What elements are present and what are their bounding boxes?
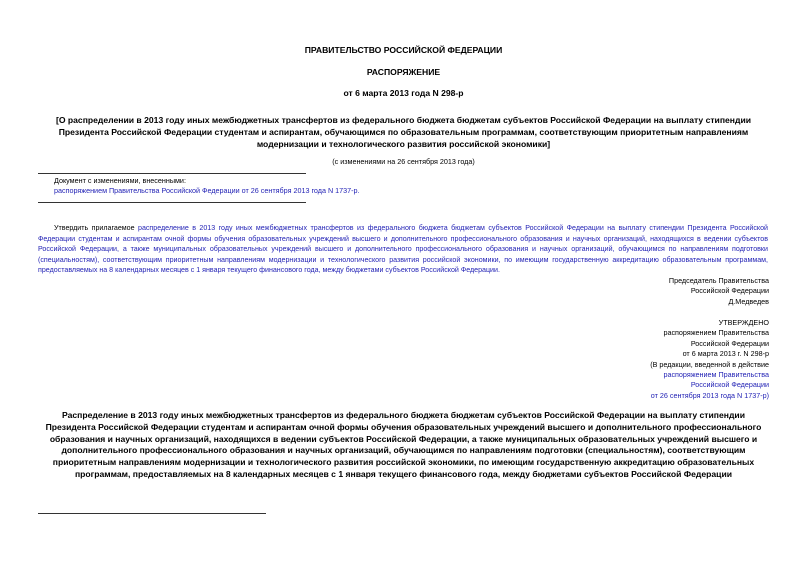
approval-link-country[interactable]: Российской Федерации <box>690 380 769 390</box>
approval-line-order: распоряжением Правительства <box>663 328 769 338</box>
approval-line-date: от 6 марта 2013 г. N 298-р <box>682 349 769 359</box>
changes-box-bottom-divider <box>38 202 306 203</box>
signature-block <box>669 276 769 307</box>
approval-link-date[interactable]: от 26 сентября 2013 года N 1737-р) <box>650 390 769 400</box>
distribution-link[interactable]: распределение в 2013 году иных межбюджетных трансфертов из федерального бюджета бюджетам субъектов Российской Федерации на выплату стипендии Президента Российской Федерации студентам и аспирантам очной формы обучения образовательных учреждений высшего и дополнительного профессионального образования и научных организаций, находящихся в ведении субъектов Российской Федерации, а также муниципальных образовательных учреждений высшего и дополнительного профессионального образования и научных организаций, обучающимся по направлениям подготовки (специальностям), соответствующим приоритетным направлениям модернизации и технологического развития российской экономики, по имеющим государственную аккредитацию образовательным программам, предоставляемых на 8 календарных месяцев с 1 января текущего финансового года, между бюджетами субъектов Российской Федерации. <box>38 224 768 274</box>
approval-line-country: Российской Федерации <box>690 338 769 348</box>
signature-org: Российской Федерации <box>690 286 769 296</box>
changes-box-link[interactable]: распоряжением Правительства Российской Федерации от 26 сентября 2013 года N 1737-р. <box>54 186 360 195</box>
signature-title: Председатель Правительства <box>668 276 769 285</box>
document-title: [О распределении в 2013 году иных межбюджетных трансфертов из федерального бюджета бюджетам субъектов Российской Федерации на выплату стипендии Президента Российской Федерации студентам и аспирантам, обучающимся по образовательным программам, соответствующим приоритетным направлениям модернизации и технологического развития российской экономики] <box>55 115 752 149</box>
footnote-divider <box>38 513 266 514</box>
body-lead-text: Утвердить прилагаемое <box>54 224 138 232</box>
amendments-note: (с изменениями на 26 сентября 2013 года) <box>332 157 475 166</box>
approval-line-edition: (В редакции, введенной в действие <box>650 359 769 369</box>
approval-block <box>650 318 769 401</box>
body-paragraph <box>38 223 768 276</box>
distribution-section-title: Распределение в 2013 году иных межбюджетных трансфертов из федерального бюджета бюджетам субъектов Российской Федерации на выплату стипендии Президента Российской Федерации студентам и аспирантам очной формы обучения образовательных учреждений высшего и дополнительного профессионального образования и научных организаций, находящихся в ведении субъектов Российской Федерации, а также муниципальных образовательных учреждений высшего и дополнительного профессионального образования и научных организаций, обучающимся по направлениям подготовки (специальностям), соответствующим приоритетным направлениям модернизации и технологического развития российской экономики, по имеющим государственную аккредитацию образовательных программам, предоставляемых на 8 календарных месяцев с 1 января текущего финансового года, между бюджетами субъектов Российской Федерации <box>45 410 762 479</box>
changes-box-top-divider <box>38 173 306 174</box>
changes-box-label: Документ с изменениями, внесенными: <box>54 176 186 185</box>
signature-name: Д.Медведев <box>728 296 769 306</box>
government-heading: ПРАВИТЕЛЬСТВО РОССИЙСКОЙ ФЕДЕРАЦИИ <box>304 45 503 55</box>
document-date-number: от 6 марта 2013 года N 298-р <box>343 88 464 98</box>
approval-link-order[interactable]: распоряжением Правительства <box>663 370 769 380</box>
document-type-heading: РАСПОРЯЖЕНИЕ <box>366 67 441 77</box>
approval-heading: УТВЕРЖДЕНО <box>718 318 769 327</box>
